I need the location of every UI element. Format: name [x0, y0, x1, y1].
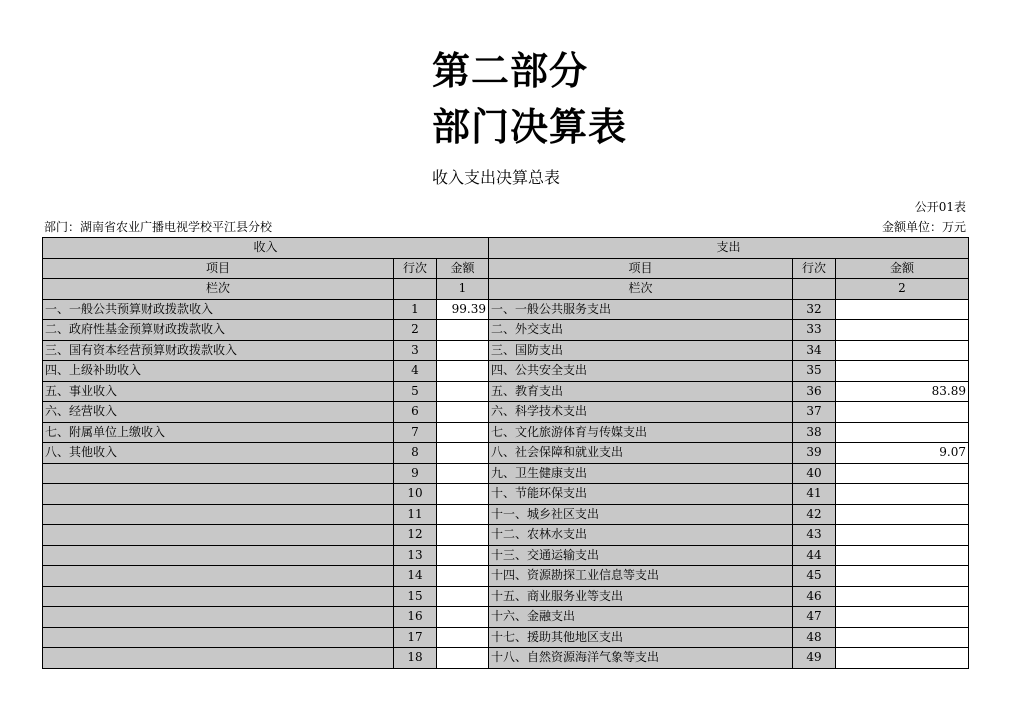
- income-amount-cell: [437, 586, 489, 607]
- table-row: [43, 463, 969, 484]
- expense-row-number: 46: [793, 586, 836, 607]
- expense-item-cell: 十六、金融支出: [489, 607, 793, 628]
- income-row-number: 18: [394, 648, 437, 669]
- income-amount-cell: [437, 320, 489, 341]
- income-row-number: 14: [394, 566, 437, 587]
- expense-row-number: 43: [793, 525, 836, 546]
- income-row-number: 4: [394, 361, 437, 382]
- income-lanci-label: 栏次: [43, 279, 394, 300]
- income-row-number: 16: [394, 607, 437, 628]
- income-item-cell: 一、一般公共预算财政拨款收入: [43, 299, 394, 320]
- income-item-cell: [43, 545, 394, 566]
- expense-row-number: 34: [793, 340, 836, 361]
- income-row-number: 8: [394, 443, 437, 464]
- table-row: [43, 402, 969, 423]
- expense-item-cell: 十三、交通运输支出: [489, 545, 793, 566]
- table-row: [43, 627, 969, 648]
- expense-item-cell: 十八、自然资源海洋气象等支出: [489, 648, 793, 669]
- income-row-number: 7: [394, 422, 437, 443]
- income-item-cell: 六、经营收入: [43, 402, 394, 423]
- expense-row-number: 45: [793, 566, 836, 587]
- expense-item-header: 项目: [489, 258, 793, 279]
- income-item-cell: [43, 525, 394, 546]
- expense-amount-cell: [836, 299, 969, 320]
- income-amount-cell: [437, 607, 489, 628]
- income-row-number: 1: [394, 299, 437, 320]
- income-amount-cell: [437, 381, 489, 402]
- expense-amount-header: 金额: [836, 258, 969, 279]
- expense-amount-cell: [836, 504, 969, 525]
- income-row-number: 3: [394, 340, 437, 361]
- table-row: [43, 525, 969, 546]
- table-row: [43, 504, 969, 525]
- expense-row-number: 41: [793, 484, 836, 505]
- income-row-number: 9: [394, 463, 437, 484]
- income-amount-cell: [437, 443, 489, 464]
- income-amount-cell: [437, 525, 489, 546]
- income-item-cell: [43, 504, 394, 525]
- expense-row-number: 38: [793, 422, 836, 443]
- expense-column-number: 2: [836, 279, 969, 300]
- expense-amount-cell: [836, 484, 969, 505]
- expense-amount-cell: [836, 648, 969, 669]
- table-row: [43, 320, 969, 341]
- expense-row-number: 44: [793, 545, 836, 566]
- expense-row-number: 33: [793, 320, 836, 341]
- expense-item-cell: 十五、商业服务业等支出: [489, 586, 793, 607]
- income-item-cell: [43, 586, 394, 607]
- expense-item-cell: 十一、城乡社区支出: [489, 504, 793, 525]
- table-row: [43, 648, 969, 669]
- expense-item-cell: 二、外交支出: [489, 320, 793, 341]
- income-row-header: 行次: [394, 258, 437, 279]
- income-amount-cell: [437, 402, 489, 423]
- expense-item-cell: 一、一般公共服务支出: [489, 299, 793, 320]
- income-amount-cell: [437, 504, 489, 525]
- income-item-cell: 八、其他收入: [43, 443, 394, 464]
- income-item-cell: [43, 627, 394, 648]
- table-row: [43, 299, 969, 320]
- expense-item-cell: 八、社会保障和就业支出: [489, 443, 793, 464]
- income-row-number: 2: [394, 320, 437, 341]
- table-row: [43, 607, 969, 628]
- expense-amount-cell: [836, 525, 969, 546]
- expense-lanci-row: [793, 279, 836, 300]
- income-amount-cell: [437, 484, 489, 505]
- expense-amount-cell: [836, 545, 969, 566]
- income-row-number: 5: [394, 381, 437, 402]
- page-title: 第二部分: [432, 49, 589, 93]
- income-item-header: 项目: [43, 258, 394, 279]
- unit-label: 金额单位：万元: [881, 220, 966, 234]
- income-item-cell: [43, 484, 394, 505]
- expense-row-header: 行次: [793, 258, 836, 279]
- income-row-number: 12: [394, 525, 437, 546]
- expense-item-cell: 十七、援助其他地区支出: [489, 627, 793, 648]
- income-amount-cell: [437, 627, 489, 648]
- expense-amount-cell: 9.07: [836, 443, 969, 464]
- income-row-number: 17: [394, 627, 437, 648]
- expense-amount-cell: [836, 566, 969, 587]
- expense-lanci-label: 栏次: [489, 279, 793, 300]
- expense-amount-cell: [836, 361, 969, 382]
- budget-table: [42, 237, 969, 669]
- expense-row-number: 35: [793, 361, 836, 382]
- expense-amount-cell: [836, 340, 969, 361]
- income-item-cell: 三、国有资本经营预算财政拨款收入: [43, 340, 394, 361]
- expense-amount-cell: [836, 627, 969, 648]
- table-row: [43, 340, 969, 361]
- income-amount-cell: 99.39: [437, 299, 489, 320]
- table-row: [43, 586, 969, 607]
- income-amount-cell: [437, 361, 489, 382]
- income-item-cell: [43, 648, 394, 669]
- expense-row-number: 47: [793, 607, 836, 628]
- expense-amount-cell: [836, 586, 969, 607]
- expense-amount-cell: [836, 320, 969, 341]
- income-item-cell: 七、附属单位上缴收入: [43, 422, 394, 443]
- expense-row-number: 40: [793, 463, 836, 484]
- income-item-cell: [43, 463, 394, 484]
- income-amount-cell: [437, 340, 489, 361]
- table-row: [43, 361, 969, 382]
- expense-item-cell: 十、节能环保支出: [489, 484, 793, 505]
- expense-row-number: 48: [793, 627, 836, 648]
- expense-amount-cell: 83.89: [836, 381, 969, 402]
- income-item-cell: 五、事业收入: [43, 381, 394, 402]
- income-amount-cell: [437, 545, 489, 566]
- expense-row-number: 37: [793, 402, 836, 423]
- income-row-number: 10: [394, 484, 437, 505]
- expense-amount-cell: [836, 607, 969, 628]
- expense-row-number: 39: [793, 443, 836, 464]
- table-row: [43, 381, 969, 402]
- expense-row-number: 49: [793, 648, 836, 669]
- department-label: 部门：湖南省农业广播电视学校平江县分校: [44, 220, 273, 234]
- expense-item-cell: 七、文化旅游体育与传媒支出: [489, 422, 793, 443]
- expense-row-number: 32: [793, 299, 836, 320]
- income-item-cell: [43, 566, 394, 587]
- income-item-cell: 四、上级补助收入: [43, 361, 394, 382]
- income-row-number: 11: [394, 504, 437, 525]
- income-row-number: 6: [394, 402, 437, 423]
- expense-amount-cell: [836, 463, 969, 484]
- income-lanci-row: [394, 279, 437, 300]
- expense-item-cell: 九、卫生健康支出: [489, 463, 793, 484]
- expense-row-number: 36: [793, 381, 836, 402]
- table-title: 收入支出决算总表: [432, 168, 561, 187]
- expense-item-cell: 十四、资源勘探工业信息等支出: [489, 566, 793, 587]
- expense-amount-cell: [836, 402, 969, 423]
- income-header: 收入: [43, 238, 489, 259]
- income-item-cell: 二、政府性基金预算财政拨款收入: [43, 320, 394, 341]
- table-row: [43, 545, 969, 566]
- expense-item-cell: 五、教育支出: [489, 381, 793, 402]
- expense-header: 支出: [489, 238, 969, 259]
- income-amount-cell: [437, 648, 489, 669]
- expense-item-cell: 四、公共安全支出: [489, 361, 793, 382]
- income-row-number: 13: [394, 545, 437, 566]
- income-amount-header: 金额: [437, 258, 489, 279]
- income-row-number: 15: [394, 586, 437, 607]
- income-amount-cell: [437, 566, 489, 587]
- table-row: [43, 443, 969, 464]
- table-row: [43, 566, 969, 587]
- page-subtitle-title: 部门决算表: [432, 105, 628, 149]
- income-column-number: 1: [437, 279, 489, 300]
- expense-item-cell: 六、科学技术支出: [489, 402, 793, 423]
- expense-item-cell: 三、国防支出: [489, 340, 793, 361]
- form-number: 公开01表: [914, 200, 966, 214]
- table-row: [43, 422, 969, 443]
- expense-amount-cell: [836, 422, 969, 443]
- table-row: [43, 484, 969, 505]
- income-amount-cell: [437, 463, 489, 484]
- income-item-cell: [43, 607, 394, 628]
- expense-row-number: 42: [793, 504, 836, 525]
- expense-item-cell: 十二、农林水支出: [489, 525, 793, 546]
- income-amount-cell: [437, 422, 489, 443]
